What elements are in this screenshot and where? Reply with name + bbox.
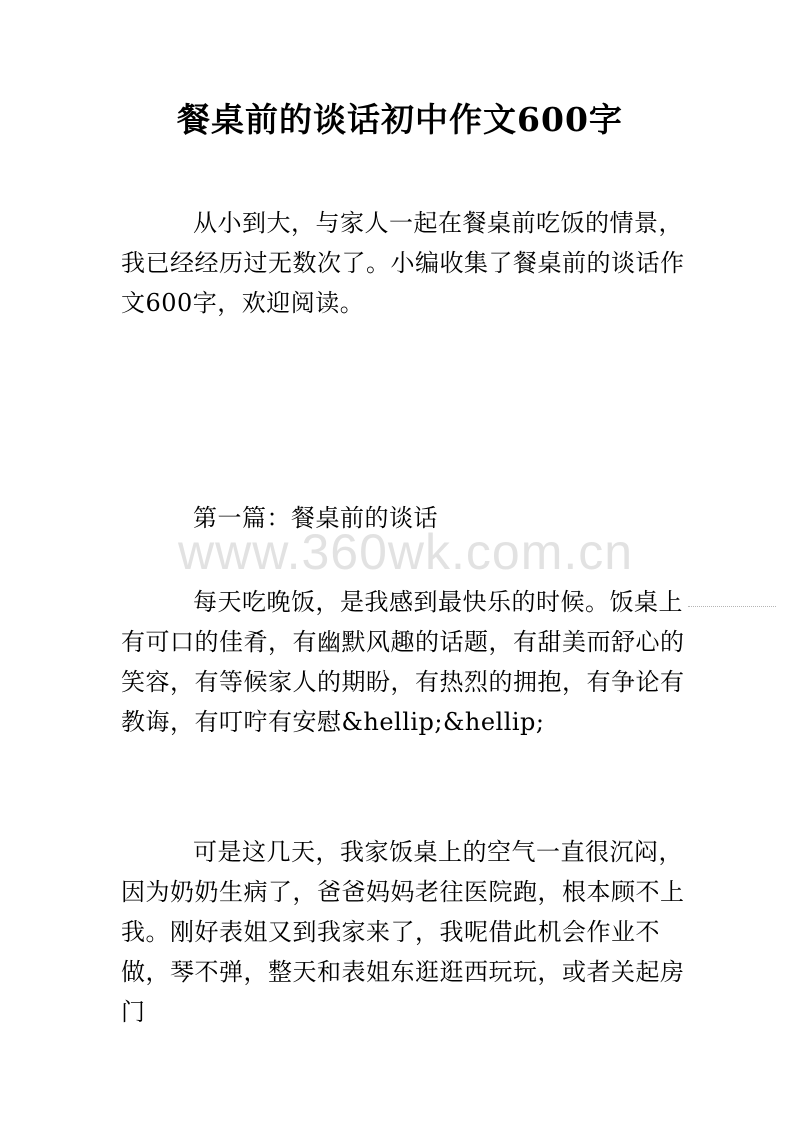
intro-paragraph: 从小到大，与家人一起在餐桌前吃饭的情景，我已经经历过无数次了。小编收集了餐桌前的谈话作文600字，欢迎阅读。 xyxy=(121,209,685,317)
dotted-divider xyxy=(688,606,776,607)
watermark: www.360wk.com.cn xyxy=(178,524,634,580)
section-heading: 第一篇：餐桌前的谈话 xyxy=(193,504,438,532)
body-paragraph-2: 可是这几天，我家饭桌上的空气一直很沉闷，因为奶奶生病了，爸爸妈妈老往医院跑，根本顾不上我。刚好表姐又到我家来了，我呢借此机会作业不做，琴不弹，整天和表姐东逛逛西玩玩，或者关起房门 xyxy=(121,838,685,1026)
document-title: 餐桌前的谈话初中作文600字 xyxy=(177,100,623,139)
body-paragraph-1: 每天吃晚饭，是我感到最快乐的时候。饭桌上有可口的佳肴，有幽默风趣的话题，有甜美而舒心的笑容，有等候家人的期盼，有热烈的拥抱，有争论有教诲，有叮咛有安慰&hellip;&hellip; xyxy=(121,588,685,736)
